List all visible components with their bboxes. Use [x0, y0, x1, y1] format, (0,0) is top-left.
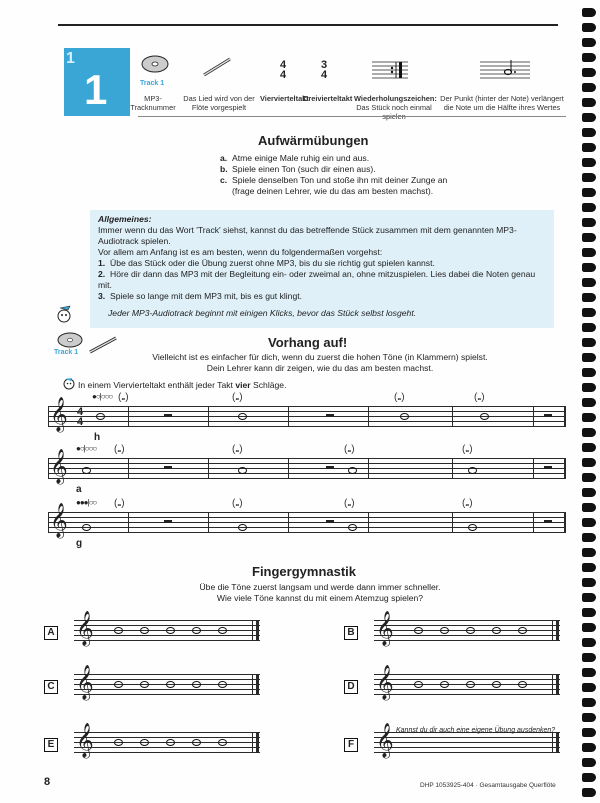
- vorhang-line2: Dein Lehrer kann dir zeigen, wie du das am besten machst.: [206, 363, 434, 373]
- treble-clef-icon: 𝄞: [76, 665, 94, 700]
- info-note: Jeder MP3-Audiotrack beginnt mit einigen Klicks, bevor das Stück selbst losgeht.: [108, 308, 417, 318]
- warmup-item-c: c. Spiele denselben Ton und stoße ihn mit deiner Zunge an: [220, 175, 448, 185]
- hint-mascot-icon: [62, 377, 76, 391]
- exercise-letter: C: [44, 680, 58, 694]
- spiral-ring: [582, 323, 596, 332]
- exercise-note: [192, 681, 201, 688]
- vorhang-track-label: Track 1: [54, 349, 79, 356]
- spiral-ring: [582, 653, 596, 662]
- note-name-g: g: [76, 538, 83, 549]
- spiral-ring: [582, 308, 596, 317]
- note-a-2: [238, 467, 247, 474]
- info-p2: Vor allem am Anfang ist es am besten, wenn du folgendermaßen vorgehst:: [98, 247, 383, 257]
- spiral-ring: [582, 218, 596, 227]
- treble-clef-icon: 𝄞: [376, 665, 394, 700]
- spiral-ring: [582, 638, 596, 647]
- spiral-ring: [582, 338, 596, 347]
- exercise-note: [492, 627, 501, 634]
- exercise-letter: D: [344, 680, 358, 694]
- exercise-staff: [74, 665, 260, 700]
- vorhang-line1: Vielleicht ist es einfacher für dich, wenn du zuerst die hohen Töne (in Klammern) spielst.: [152, 352, 488, 362]
- exercise-staff: [74, 611, 260, 646]
- legend-rule: [138, 116, 566, 117]
- mascot-icon: [56, 304, 76, 326]
- exercise-note: [140, 739, 149, 746]
- legend-dot-desc-1: Der Punkt (hinter der Note) verlängert: [440, 94, 564, 103]
- note-g-high-1: (𝅝): [114, 498, 125, 509]
- rest-g-1: [164, 520, 172, 523]
- note-g-1: [82, 524, 91, 531]
- spiral-ring: [582, 503, 596, 512]
- exercise-note: [414, 681, 423, 688]
- note-h-1: [96, 413, 105, 420]
- page-number: 8: [44, 776, 51, 788]
- spiral-ring: [582, 683, 596, 692]
- spiral-binding: [572, 0, 600, 803]
- exercise-staff: [374, 665, 560, 700]
- exercise-note: [166, 681, 175, 688]
- exercise-note: [492, 681, 501, 688]
- note-h-high-3: (𝅝): [394, 392, 405, 403]
- info-step-2: 2. Höre dir dann das MP3 mit der Begleitung ein- oder zweimal an, ohne mitzuspielen. Lies dabei die Noten genau mit.: [98, 269, 536, 290]
- exercise-letter: E: [44, 738, 58, 752]
- spiral-ring: [582, 263, 596, 272]
- rest-a-3: [544, 466, 552, 469]
- finger-line2: Wie viele Töne kannst du mit einem Atemzug spielen?: [216, 593, 424, 603]
- spiral-ring: [582, 293, 596, 302]
- legend-34-label: Dreivierteltakt: [303, 94, 353, 103]
- note-a-high-1: (𝅝): [114, 444, 125, 455]
- spiral-ring: [582, 368, 596, 377]
- exercise-letter: F: [344, 738, 358, 752]
- legend-time-34-top: 3: [320, 59, 328, 71]
- exercise-staff: [374, 611, 560, 646]
- cd-icon: [140, 52, 170, 78]
- spiral-ring: [582, 23, 596, 32]
- exercise-note: [466, 681, 475, 688]
- note-name-h: h: [94, 432, 101, 443]
- spiral-ring: [582, 383, 596, 392]
- warmup-item-a: a. Atme einige Male ruhig ein und aus.: [220, 153, 370, 163]
- exercise-note: [466, 627, 475, 634]
- spiral-ring: [582, 788, 596, 797]
- exercise-note: [218, 739, 227, 746]
- exercise-note: [440, 681, 449, 688]
- spiral-ring: [582, 158, 596, 167]
- staff-h-time: 4 4: [76, 406, 84, 428]
- note-a-high-2: (𝅝): [232, 444, 243, 455]
- exercise-note: [414, 627, 423, 634]
- spiral-ring: [582, 203, 596, 212]
- treble-clef-icon: 𝄞: [376, 723, 394, 758]
- legend-time-44: [277, 60, 289, 80]
- flute-icon: [200, 55, 234, 79]
- warmup-item-b: b. Spiele einen Ton (such dir einen aus).: [220, 164, 376, 174]
- spiral-ring: [582, 758, 596, 767]
- spiral-ring: [582, 113, 596, 122]
- vorhang-title: Vorhang auf!: [268, 335, 348, 350]
- info-step-1: 1. Übe das Stück oder die Übung zuerst ohne MP3, bis du sie richtig gut spielen kannst.: [98, 258, 435, 268]
- treble-clef-icon: 𝄞: [50, 503, 68, 538]
- info-heading: Allgemeines:: [98, 214, 152, 224]
- note-a-high-3: (𝅝): [344, 444, 355, 455]
- exercise-note: [166, 627, 175, 634]
- exercise-note: [192, 627, 201, 634]
- spiral-ring: [582, 98, 596, 107]
- spiral-ring: [582, 713, 596, 722]
- spiral-ring: [582, 68, 596, 77]
- exercise-note: [114, 627, 123, 634]
- spiral-ring: [582, 593, 596, 602]
- legend-time-44-top: 4: [279, 59, 287, 71]
- legend-time-34-bottom: 4: [320, 69, 328, 81]
- note-a-high-4: (𝅝): [462, 444, 473, 455]
- spiral-ring: [582, 488, 596, 497]
- legend-repeat-desc: Das Stück noch einmal: [356, 103, 432, 112]
- exercise-note: [440, 627, 449, 634]
- legend-time-44-bottom: 4: [279, 69, 287, 81]
- legend-44-label: Viervierteltakt: [260, 94, 309, 103]
- spiral-ring: [582, 563, 596, 572]
- note-g-4: [468, 524, 477, 531]
- info-content: [98, 214, 550, 319]
- legend-mp3-label: MP3-Tracknummer: [130, 94, 176, 112]
- spiral-ring: [582, 518, 596, 527]
- note-h-high-2: (𝅝): [232, 392, 243, 403]
- legend-time-34: [318, 60, 330, 80]
- exercise-note: [114, 739, 123, 746]
- note-g-high-4: (𝅝): [462, 498, 473, 509]
- warmup-item-c-cont: (frage deinen Lehrer, wie du das am besten machst).: [232, 186, 434, 196]
- exercise-note: [140, 627, 149, 634]
- info-step-3: 3. Spiele so lange mit dem MP3 mit, bis es gut klingt.: [98, 291, 303, 301]
- exercise-note: [218, 627, 227, 634]
- treble-clef-icon: 𝄞: [376, 611, 394, 646]
- spiral-ring: [582, 458, 596, 467]
- staff-a: [48, 444, 566, 484]
- spiral-ring: [582, 173, 596, 182]
- fingering-a-icon: ●○|○○○: [76, 444, 97, 453]
- spiral-ring: [582, 413, 596, 422]
- fingering-g-icon: ●●●|○○: [76, 498, 97, 507]
- fingering-h-icon: ●○|○○○: [92, 392, 113, 401]
- rest-g-2: [326, 520, 334, 523]
- spiral-ring: [582, 698, 596, 707]
- note-g-high-2: (𝅝): [232, 498, 243, 509]
- spiral-ring: [582, 353, 596, 362]
- rest-1: [164, 414, 172, 417]
- vorhang-hint: In einem Viervierteltakt enthält jeder Takt vier Schläge.: [78, 380, 287, 390]
- spiral-ring: [582, 668, 596, 677]
- note-a-4: [468, 467, 477, 474]
- spiral-ring: [582, 623, 596, 632]
- staff-h: [48, 392, 566, 432]
- spiral-ring: [582, 443, 596, 452]
- finger-line1: Übe die Töne zuerst langsam und werde dann immer schneller.: [199, 582, 441, 592]
- spiral-ring: [582, 728, 596, 737]
- exercise-note: [166, 739, 175, 746]
- note-h-4: [480, 413, 489, 420]
- legend-flute-label: Das Lied wird von der Flöte vorgespielt: [183, 94, 255, 112]
- exercise-note: [192, 739, 201, 746]
- finger-title: Fingergymnastik: [252, 564, 357, 579]
- rest-a-2: [326, 466, 334, 469]
- spiral-ring: [582, 8, 596, 17]
- note-g-2: [238, 524, 247, 531]
- exercise-note: [114, 681, 123, 688]
- lesson-number-small: 1: [66, 50, 75, 67]
- spiral-ring: [582, 248, 596, 257]
- exercise-letter: B: [344, 626, 358, 640]
- finger-question: Kannst du dir auch eine eigene Übung ausdenken?: [396, 727, 556, 734]
- spiral-ring: [582, 188, 596, 197]
- exercise-note: [218, 681, 227, 688]
- note-h-high-1: (𝅝): [118, 392, 129, 403]
- exercise-staff: [74, 723, 260, 758]
- spiral-ring: [582, 533, 596, 542]
- spiral-ring: [582, 743, 596, 752]
- spiral-ring: [582, 128, 596, 137]
- legend-repeat-title: Wiederholungszeichen:: [354, 94, 437, 103]
- note-g-high-3: (𝅝): [344, 498, 355, 509]
- exercise-note: [518, 627, 527, 634]
- exercise-note: [518, 681, 527, 688]
- info-p1: Immer wenn du das Wort 'Track' siehst, kannst du das betreffende Stück zusammen mit dem genannten MP3-: [98, 225, 517, 235]
- spiral-ring: [582, 83, 596, 92]
- spiral-ring: [582, 473, 596, 482]
- spiral-ring: [582, 608, 596, 617]
- treble-clef-icon: 𝄞: [76, 723, 94, 758]
- legend-dot-desc-2: die Note um die Hälfte ihres Wertes: [443, 103, 561, 112]
- exercise-note: [140, 681, 149, 688]
- legend-track-label: Track 1: [140, 80, 165, 87]
- info-p1b: Audiotrack spielen.: [98, 236, 171, 246]
- rest-a-1: [164, 466, 172, 469]
- note-h-high-4: (𝅝): [474, 392, 485, 403]
- spiral-ring: [582, 38, 596, 47]
- spiral-ring: [582, 398, 596, 407]
- spiral-ring: [582, 233, 596, 242]
- lesson-number-block: [64, 48, 130, 116]
- treble-clef-icon: 𝄞: [76, 611, 94, 646]
- exercise-letter: A: [44, 626, 58, 640]
- footer-code: DHP 1053925-404 · Gesamtausgabe Querflöte: [420, 782, 556, 789]
- spiral-ring: [582, 578, 596, 587]
- warmup-list: [220, 153, 540, 197]
- spiral-ring: [582, 548, 596, 557]
- note-g-3: [348, 524, 357, 531]
- spiral-ring: [582, 428, 596, 437]
- note-a-3: [348, 467, 357, 474]
- note-name-a: a: [76, 484, 82, 495]
- rest-2: [326, 414, 334, 417]
- note-h-2: [238, 413, 247, 420]
- repeat-sign-icon: [372, 60, 408, 80]
- lesson-number-big: 1: [84, 66, 108, 113]
- spiral-ring: [582, 143, 596, 152]
- rest-3: [544, 414, 552, 417]
- note-a-1: [82, 467, 91, 474]
- warmup-title: Aufwärmübungen: [258, 133, 369, 148]
- spiral-ring: [582, 53, 596, 62]
- treble-clef-icon: 𝄞: [50, 449, 68, 484]
- note-h-3: [400, 413, 409, 420]
- spiral-ring: [582, 278, 596, 287]
- top-rule: [58, 24, 558, 26]
- rest-g-3: [544, 520, 552, 523]
- dotted-note-icon: [480, 60, 530, 80]
- treble-clef-icon: 𝄞: [50, 397, 68, 432]
- staff-g: [48, 498, 566, 538]
- spiral-ring: [582, 773, 596, 782]
